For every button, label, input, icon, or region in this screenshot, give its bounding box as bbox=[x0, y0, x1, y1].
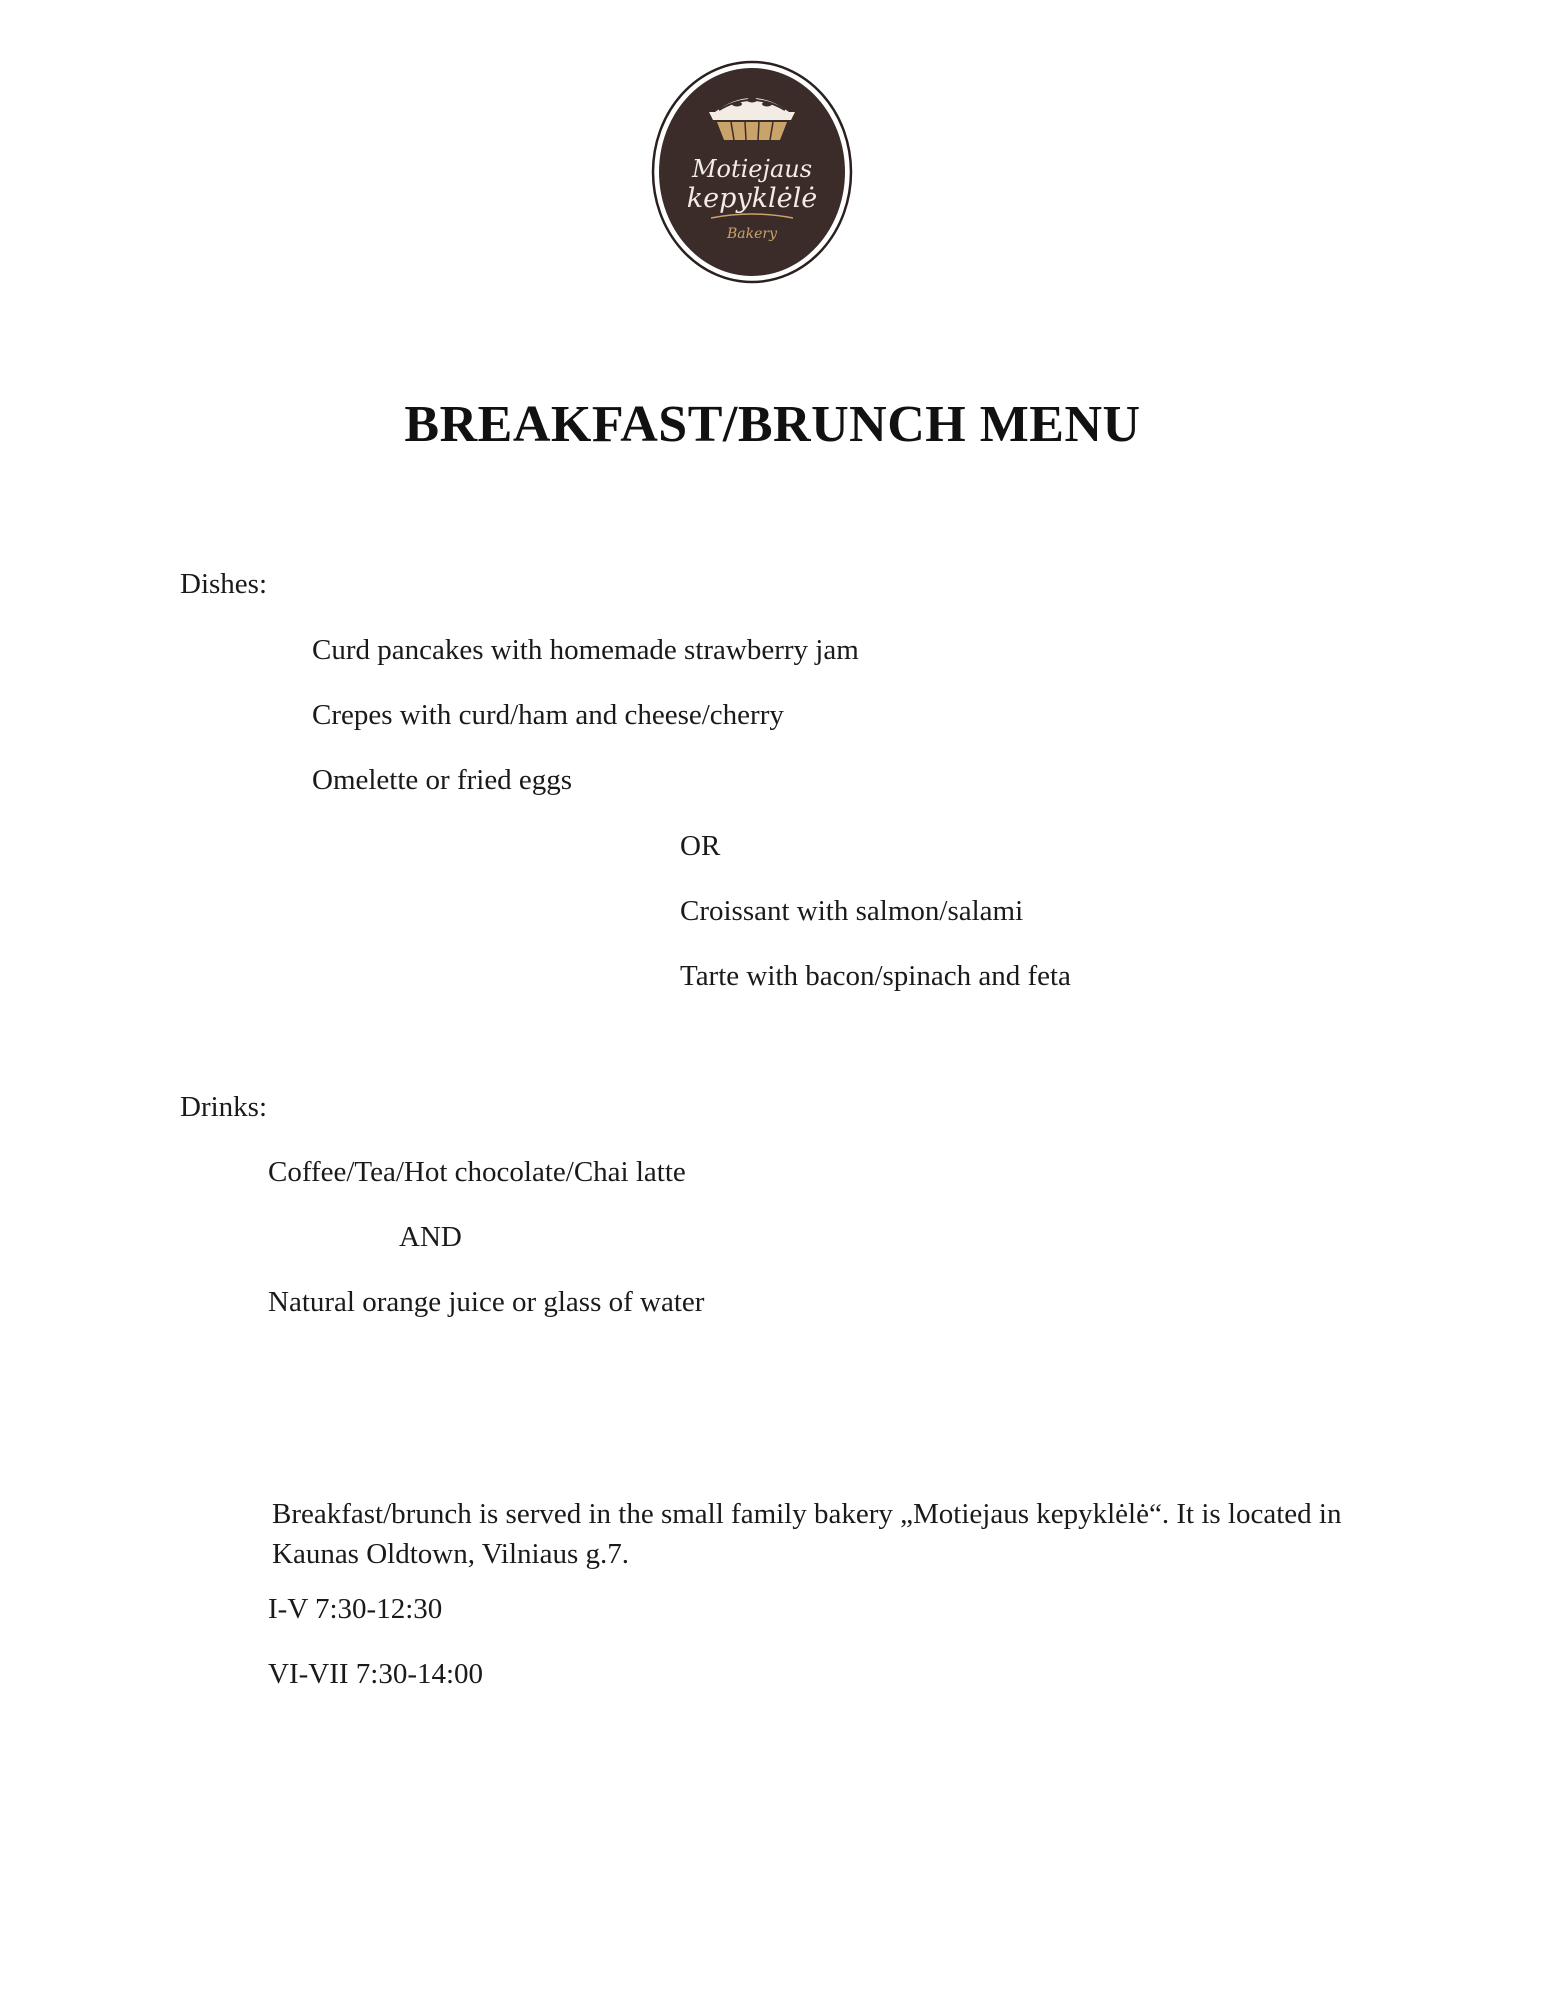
hours-weekdays: I-V 7:30-12:30 bbox=[268, 1593, 443, 1625]
dishes-label: Dishes: bbox=[180, 568, 267, 600]
dish-alt-item: Tarte with bacon/spinach and feta bbox=[680, 960, 1071, 992]
logo-tagline: Bakery bbox=[726, 226, 778, 242]
and-separator: AND bbox=[399, 1221, 462, 1253]
dish-item: Crepes with curd/ham and cheese/cherry bbox=[312, 699, 784, 731]
dish-item: Curd pancakes with homemade strawberry jam bbox=[312, 634, 859, 666]
or-separator: OR bbox=[680, 830, 721, 862]
location-description: Breakfast/brunch is served in the small family bakery „Motiejaus kepyklėlė“. It is located in Kaunas Oldtown, Vilniaus g.7. bbox=[272, 1498, 1342, 1570]
drink-cold: Natural orange juice or glass of water bbox=[268, 1286, 705, 1318]
hours-weekend: VI-VII 7:30-14:00 bbox=[268, 1658, 484, 1690]
drinks-label: Drinks: bbox=[180, 1091, 267, 1123]
logo-name-line2: kepyklėlė bbox=[686, 183, 818, 214]
dish-alt-item: Croissant with salmon/salami bbox=[680, 895, 1024, 927]
page-title: BREAKFAST/BRUNCH MENU bbox=[404, 396, 1141, 453]
drink-hot: Coffee/Tea/Hot chocolate/Chai latte bbox=[268, 1156, 686, 1188]
logo-name-line1: Motiejaus bbox=[691, 155, 813, 183]
bakery-logo bbox=[651, 60, 853, 284]
dish-item: Omelette or fried eggs bbox=[312, 764, 573, 796]
